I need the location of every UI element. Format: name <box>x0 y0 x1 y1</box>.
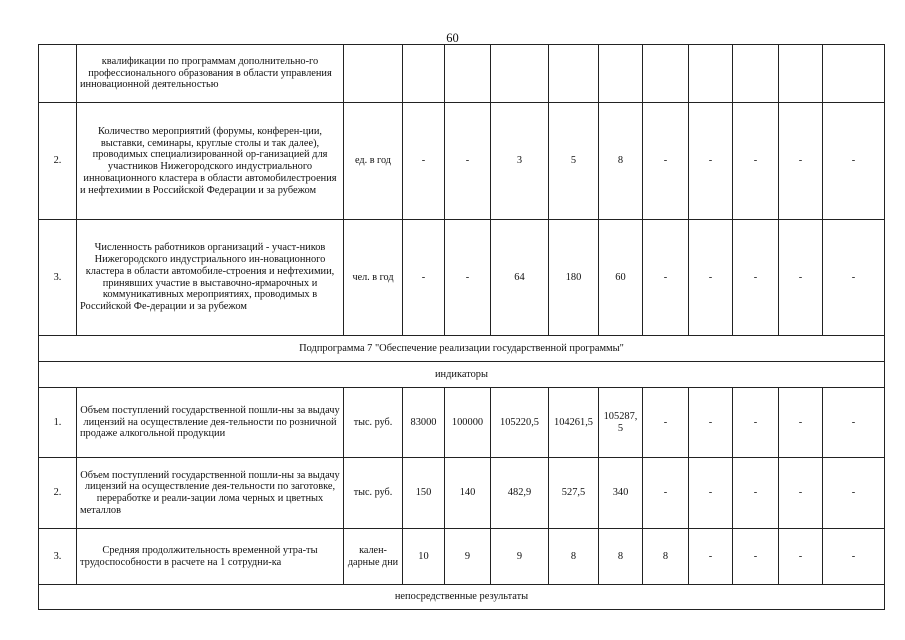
row-number: 3. <box>39 529 77 585</box>
value-cell: 104261,5 <box>549 388 599 458</box>
value-cell: 100000 <box>445 388 491 458</box>
value-cell: - <box>689 388 733 458</box>
value-cell: - <box>779 388 823 458</box>
value-cell: - <box>779 529 823 585</box>
value-cell: 8 <box>599 529 643 585</box>
value-cell: 482,9 <box>491 458 549 529</box>
value-cell: - <box>643 220 689 336</box>
subprogram-title: Подпрограмма 7 "Обеспечение реализации государственной программы" <box>39 336 885 362</box>
value-cell: - <box>733 458 779 529</box>
value-cell: 3 <box>491 103 549 220</box>
value-cell: - <box>689 458 733 529</box>
value-cell: 9 <box>445 529 491 585</box>
indicator-description: Средняя продолжительность временной утра-ты трудоспособности в расчете на 1 сотрудни-ка <box>77 529 344 585</box>
subprogram-row <box>39 336 885 362</box>
row-number: 1. <box>39 388 77 458</box>
value-cell: - <box>733 220 779 336</box>
value-cell: 340 <box>599 458 643 529</box>
indicator-description: Количество мероприятий (форумы, конферен-ции, выставки, семинары, круглые столы и так далее), проводимых специализированной ор-ганизацией для участников Нижегородского индустриального инновационного кластера в области автомобилестроения и нефтехимии в Российской Федерации и за рубежом <box>77 103 344 220</box>
section-row <box>39 585 885 610</box>
row-number: 2. <box>39 103 77 220</box>
section-title: непосредственные результаты <box>39 585 885 610</box>
value-cell: - <box>733 529 779 585</box>
value-cell <box>491 45 549 103</box>
value-cell: 60 <box>599 220 643 336</box>
value-cell: - <box>823 529 885 585</box>
value-cell: 105287,5 <box>599 388 643 458</box>
value-cell: 140 <box>445 458 491 529</box>
value-cell <box>779 45 823 103</box>
value-cell <box>689 45 733 103</box>
unit-of-measure: кален-дарные дни <box>344 529 403 585</box>
value-cell <box>445 45 491 103</box>
value-cell: 64 <box>491 220 549 336</box>
value-cell: 8 <box>549 529 599 585</box>
value-cell: 5 <box>549 103 599 220</box>
value-cell: - <box>823 458 885 529</box>
value-cell: 527,5 <box>549 458 599 529</box>
indicator-description: Объем поступлений государственной пошли-ны за выдачу лицензий на осуществление дея-тельности по заготовке, переработке и реали-зации лома черных и цветных металлов <box>77 458 344 529</box>
indicators-table <box>38 44 885 610</box>
value-cell: 180 <box>549 220 599 336</box>
value-cell: - <box>643 458 689 529</box>
table-row <box>39 220 885 336</box>
table-row <box>39 45 885 103</box>
value-cell: - <box>689 220 733 336</box>
section-row <box>39 362 885 388</box>
value-cell: - <box>733 388 779 458</box>
section-title: индикаторы <box>39 362 885 388</box>
value-cell: - <box>643 103 689 220</box>
value-cell <box>643 45 689 103</box>
table-row <box>39 529 885 585</box>
value-cell <box>733 45 779 103</box>
value-cell: 8 <box>599 103 643 220</box>
value-cell: 150 <box>403 458 445 529</box>
value-cell: - <box>779 103 823 220</box>
page-number: 60 <box>446 31 459 45</box>
value-cell: - <box>689 529 733 585</box>
value-cell: - <box>445 103 491 220</box>
value-cell: - <box>779 220 823 336</box>
unit-of-measure: чел. в год <box>344 220 403 336</box>
value-cell: 83000 <box>403 388 445 458</box>
value-cell: - <box>689 103 733 220</box>
value-cell: 105220,5 <box>491 388 549 458</box>
value-cell: - <box>823 103 885 220</box>
table-row <box>39 103 885 220</box>
unit-of-measure: тыс. руб. <box>344 458 403 529</box>
indicator-description: Объем поступлений государственной пошли-ны за выдачу лицензий на осуществление дея-тельности по розничной продаже алкогольной продукции <box>77 388 344 458</box>
unit-of-measure: ед. в год <box>344 103 403 220</box>
value-cell: - <box>445 220 491 336</box>
value-cell <box>823 45 885 103</box>
indicator-description: Численность работников организаций - участ-ников Нижегородского индустриального ин-новационного кластера в области автомобиле-строения и нефтехимии, принявших участие в выставочно-ярмарочных и коммуникативных мероприятиях, проводимых в Российской Фе-дерации и за рубежом <box>77 220 344 336</box>
value-cell: - <box>403 103 445 220</box>
value-cell: - <box>733 103 779 220</box>
row-number <box>39 45 77 103</box>
row-number: 2. <box>39 458 77 529</box>
unit-of-measure <box>344 45 403 103</box>
table-row <box>39 388 885 458</box>
value-cell: 8 <box>643 529 689 585</box>
value-cell: 10 <box>403 529 445 585</box>
table-row <box>39 458 885 529</box>
value-cell <box>403 45 445 103</box>
value-cell: - <box>823 220 885 336</box>
value-cell: - <box>823 388 885 458</box>
value-cell <box>599 45 643 103</box>
value-cell: 9 <box>491 529 549 585</box>
indicator-description: квалификации по программам дополнительно-го профессионального образования в области управления инновационной деятельностью <box>77 45 344 103</box>
row-number: 3. <box>39 220 77 336</box>
value-cell: - <box>779 458 823 529</box>
value-cell: - <box>643 388 689 458</box>
value-cell <box>549 45 599 103</box>
unit-of-measure: тыс. руб. <box>344 388 403 458</box>
value-cell: - <box>403 220 445 336</box>
